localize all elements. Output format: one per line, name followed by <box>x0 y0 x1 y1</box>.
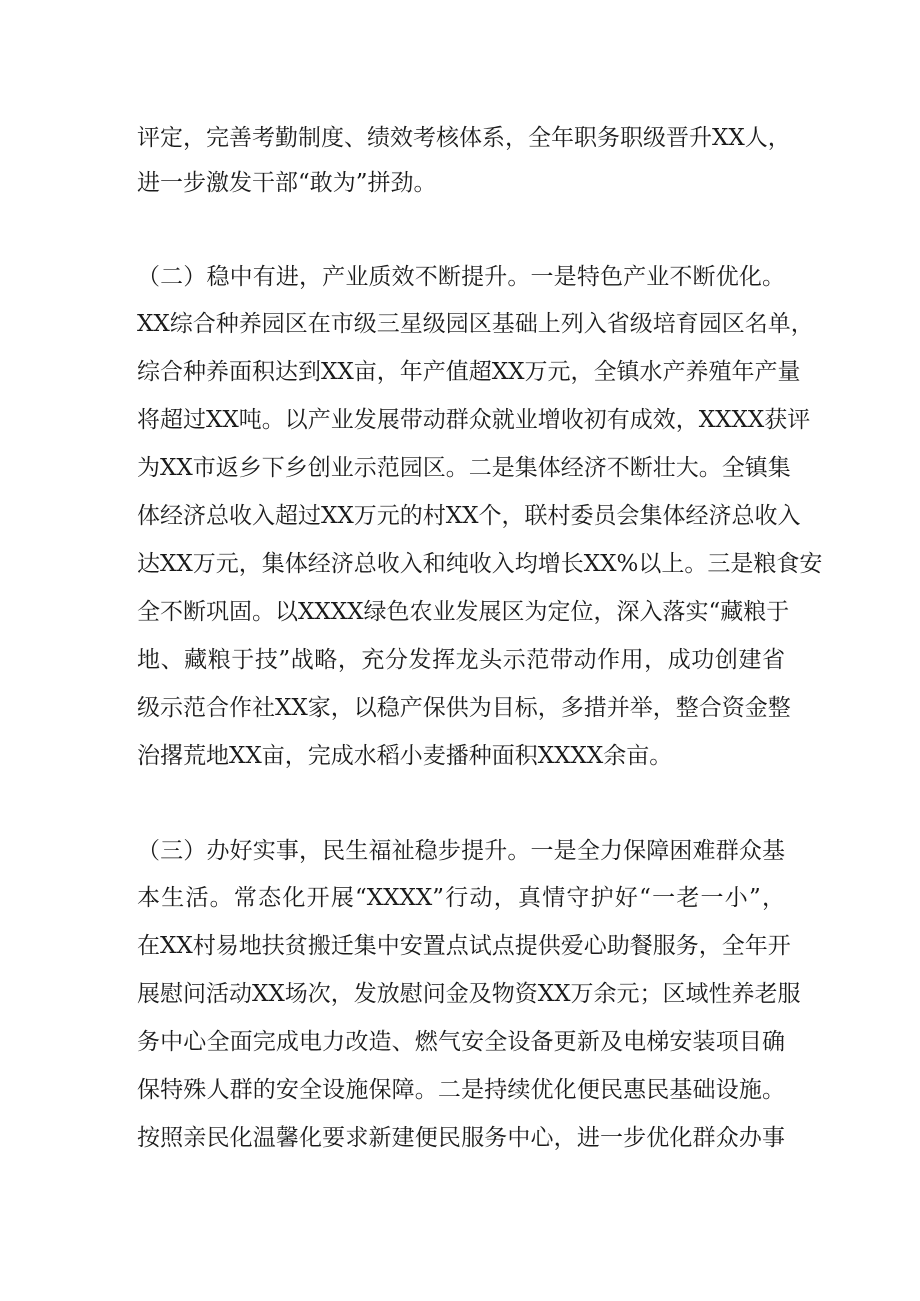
text-line: 评定，完善考勤制度、绩效考核体系，全年职务职级晋升XX人， <box>137 125 791 151</box>
text-line: （三）办好实事，民生福祉稳步提升。一是全力保障困难群众基 <box>137 838 785 864</box>
text-line: 在XX村易地扶贫搬迁集中安置点试点提供爱心助餐服务，全年开 <box>137 933 791 959</box>
text-line: 将超过XX吨。以产业发展带动群众就业增收初有成效，XXXX获评 <box>137 407 811 433</box>
text-line: 级示范合作社XX家，以稳产保供为目标，多措并举，整合资金整 <box>137 695 791 721</box>
text-line: 进一步激发干部“敢为”拼劲。 <box>137 170 437 196</box>
text-line: 综合种养面积达到XX亩，年产值超XX万元，全镇水产养殖年产量 <box>137 359 801 385</box>
text-line: 按照亲民化温馨化要求新建便民服务中心，进一步优化群众办事 <box>137 1125 785 1151</box>
text-line: 地、藏粮于技”战略，充分发挥龙头示范带动作用，成功创建省 <box>137 647 785 673</box>
text-line: （二）稳中有进，产业质效不断提升。一是特色产业不断优化。 <box>137 264 785 290</box>
text-line: 达XX万元，集体经济总收入和纯收入均增长XX%以上。三是粮食安 <box>137 551 823 577</box>
text-line: 全不断巩固。以XXXX绿色农业发展区为定位，深入落实“藏粮于 <box>137 599 790 625</box>
text-line: 展慰问活动XX场次，发放慰问金及物资XX万余元；区域性养老服 <box>137 981 801 1007</box>
text-line: 为XX市返乡下乡创业示范园区。二是集体经济不断壮大。全镇集 <box>137 455 791 481</box>
text-line: 本生活。常态化开展“XXXX”行动，真情守护好“一老一小”， <box>137 885 785 911</box>
text-line: 体经济总收入超过XX万元的村XX个，联村委员会集体经济总收入 <box>137 503 801 529</box>
text-line: XX综合种养园区在市级三星级园区基础上列入省级培育园区名单， <box>137 311 814 337</box>
text-line: 保特殊人群的安全设施保障。二是持续优化便民惠民基础设施。 <box>137 1077 785 1103</box>
text-line: 治撂荒地XX亩，完成水稻小麦播种面积XXXX余亩。 <box>137 743 673 769</box>
text-line: 务中心全面完成电力改造、燃气安全设备更新及电梯安装项目确 <box>137 1029 785 1055</box>
